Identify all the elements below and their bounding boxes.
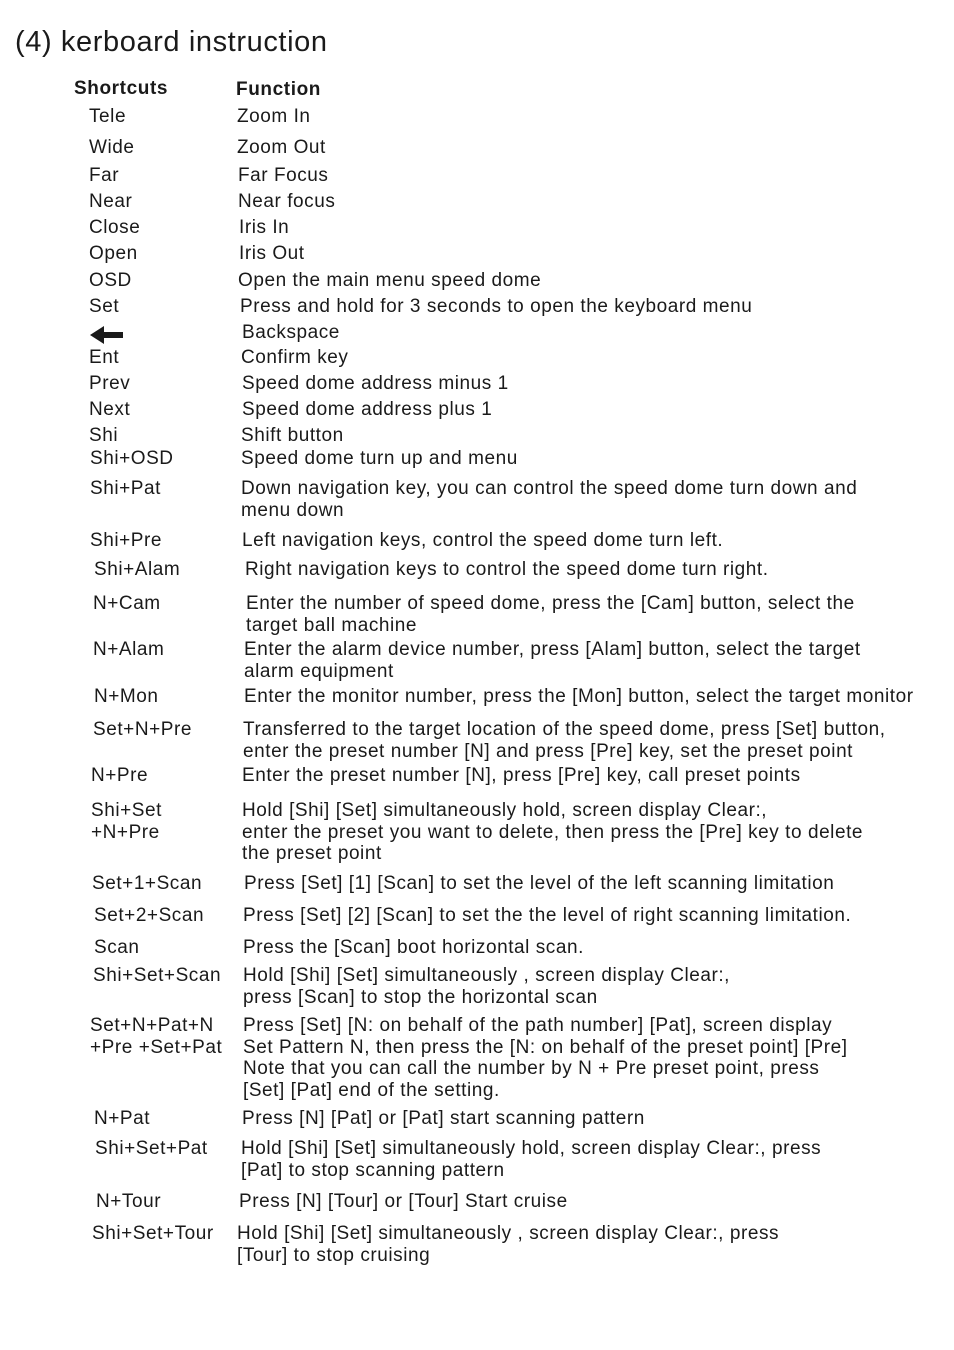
shortcut-function: Press the [Scan] boot horizontal scan. — [243, 937, 584, 958]
shortcut-function: Down navigation key, you can control the speed dome turn down and menu down — [241, 478, 858, 521]
shortcut-function: Press [Set] [N: on behalf of the path number] [Pat], screen display Set Pattern N, then press the [N: on behalf of the preset point] [Pre] Note that you can call the number by N + Pre preset point, press [Set] [Pat] end of the setting. — [243, 1015, 848, 1101]
shortcut-function: Hold [Shi] [Set] simultaneously hold, screen display Clear:, press [Pat] to stop scanning pattern — [241, 1138, 822, 1181]
shortcut-function: Enter the alarm device number, press [Alam] button, select the target alarm equipment — [244, 639, 861, 682]
shortcut-function: Speed dome address minus 1 — [242, 373, 509, 394]
shortcut-function: Near focus — [238, 191, 336, 212]
shortcut-function: Press and hold for 3 seconds to open the keyboard menu — [240, 296, 753, 317]
shortcut-key: N+Pre — [91, 765, 149, 786]
shortcut-key: Set+2+Scan — [94, 905, 205, 926]
shortcut-function: Zoom In — [237, 106, 311, 127]
shortcut-key: N+Alam — [93, 639, 165, 660]
shortcuts-column-header: Shortcuts — [74, 78, 169, 99]
shortcut-function: Far Focus — [238, 165, 329, 186]
shortcut-key: Shi+Set+Scan — [93, 965, 222, 986]
shortcut-key: Near — [89, 191, 133, 212]
shortcut-function: Right navigation keys to control the speed dome turn right. — [245, 559, 769, 580]
shortcut-key: Shi+Pre — [90, 530, 162, 551]
shortcut-key: Far — [89, 165, 120, 186]
left-arrow-icon — [89, 322, 125, 344]
shortcut-function: Confirm key — [241, 347, 349, 368]
shortcut-key: N+Cam — [93, 593, 161, 614]
shortcut-key: Tele — [89, 106, 127, 127]
shortcut-key: Set+N+Pre — [93, 719, 192, 740]
shortcut-function: Hold [Shi] [Set] simultaneously , screen display Clear:, press [Tour] to stop cruising — [237, 1223, 780, 1266]
shortcut-function: Iris In — [239, 217, 290, 238]
shortcut-key: N+Tour — [96, 1191, 162, 1212]
shortcut-function: Press [Set] [1] [Scan] to set the level of the left scanning limitation — [244, 873, 835, 894]
shortcut-key: Open — [89, 243, 138, 264]
shortcut-key: Shi+Pat — [90, 478, 161, 499]
shortcut-function: Hold [Shi] [Set] simultaneously hold, screen display Clear:, enter the preset you want to delete, then press the [Pre] key to delete the preset point — [242, 800, 864, 864]
shortcut-key: N+Pat — [94, 1108, 151, 1129]
page-title: (4) kerboard instruction — [15, 26, 328, 58]
shortcut-function: Zoom Out — [237, 137, 326, 158]
shortcut-key: Shi+OSD — [90, 448, 174, 469]
shortcut-function: Backspace — [242, 322, 340, 343]
shortcut-function: Enter the monitor number, press the [Mon] button, select the target monitor — [244, 686, 914, 707]
shortcut-function: Iris Out — [239, 243, 305, 264]
shortcut-function: Open the main menu speed dome — [238, 270, 542, 291]
function-column-header: Function — [236, 79, 322, 100]
shortcut-function: Hold [Shi] [Set] simultaneously , screen display Clear:, press [Scan] to stop the horizontal scan — [243, 965, 731, 1008]
shortcut-key: Set — [89, 296, 120, 317]
shortcut-function: Shift button — [241, 425, 344, 446]
shortcut-key: Next — [89, 399, 131, 420]
shortcut-function: Press [N] [Pat] or [Pat] start scanning pattern — [242, 1108, 645, 1129]
shortcut-key: Set+1+Scan — [92, 873, 203, 894]
shortcut-function: Transferred to the target location of the speed dome, press [Set] button, enter the preset number [N] and press [Pre] key, set the preset point — [243, 719, 886, 762]
shortcut-function: Enter the preset number [N], press [Pre] key, call preset points — [242, 765, 801, 786]
shortcut-key: N+Mon — [94, 686, 159, 707]
shortcut-function: Speed dome address plus 1 — [242, 399, 493, 420]
shortcut-function: Speed dome turn up and menu — [241, 448, 518, 469]
shortcut-function: Enter the number of speed dome, press the [Cam] button, select the target ball machine — [246, 593, 855, 636]
shortcut-key: Wide — [89, 137, 135, 158]
shortcut-key: Ent — [89, 347, 120, 368]
shortcut-key: Prev — [89, 373, 131, 394]
shortcut-key: Set+N+Pat+N +Pre +Set+Pat — [90, 1015, 223, 1058]
shortcut-function: Press [Set] [2] [Scan] to set the the level of right scanning limitation. — [243, 905, 852, 926]
shortcut-key: Close — [89, 217, 141, 238]
shortcut-key: Scan — [94, 937, 140, 958]
shortcut-key: Shi+Set +N+Pre — [91, 800, 162, 843]
shortcut-key: OSD — [89, 270, 132, 291]
shortcut-key: Shi+Set+Tour — [92, 1223, 214, 1244]
shortcut-function: Left navigation keys, control the speed dome turn left. — [242, 530, 724, 551]
shortcut-key: Shi — [89, 425, 119, 446]
shortcut-key: Shi+Alam — [94, 559, 181, 580]
shortcut-key: Shi+Set+Pat — [95, 1138, 208, 1159]
shortcut-function: Press [N] [Tour] or [Tour] Start cruise — [239, 1191, 568, 1212]
